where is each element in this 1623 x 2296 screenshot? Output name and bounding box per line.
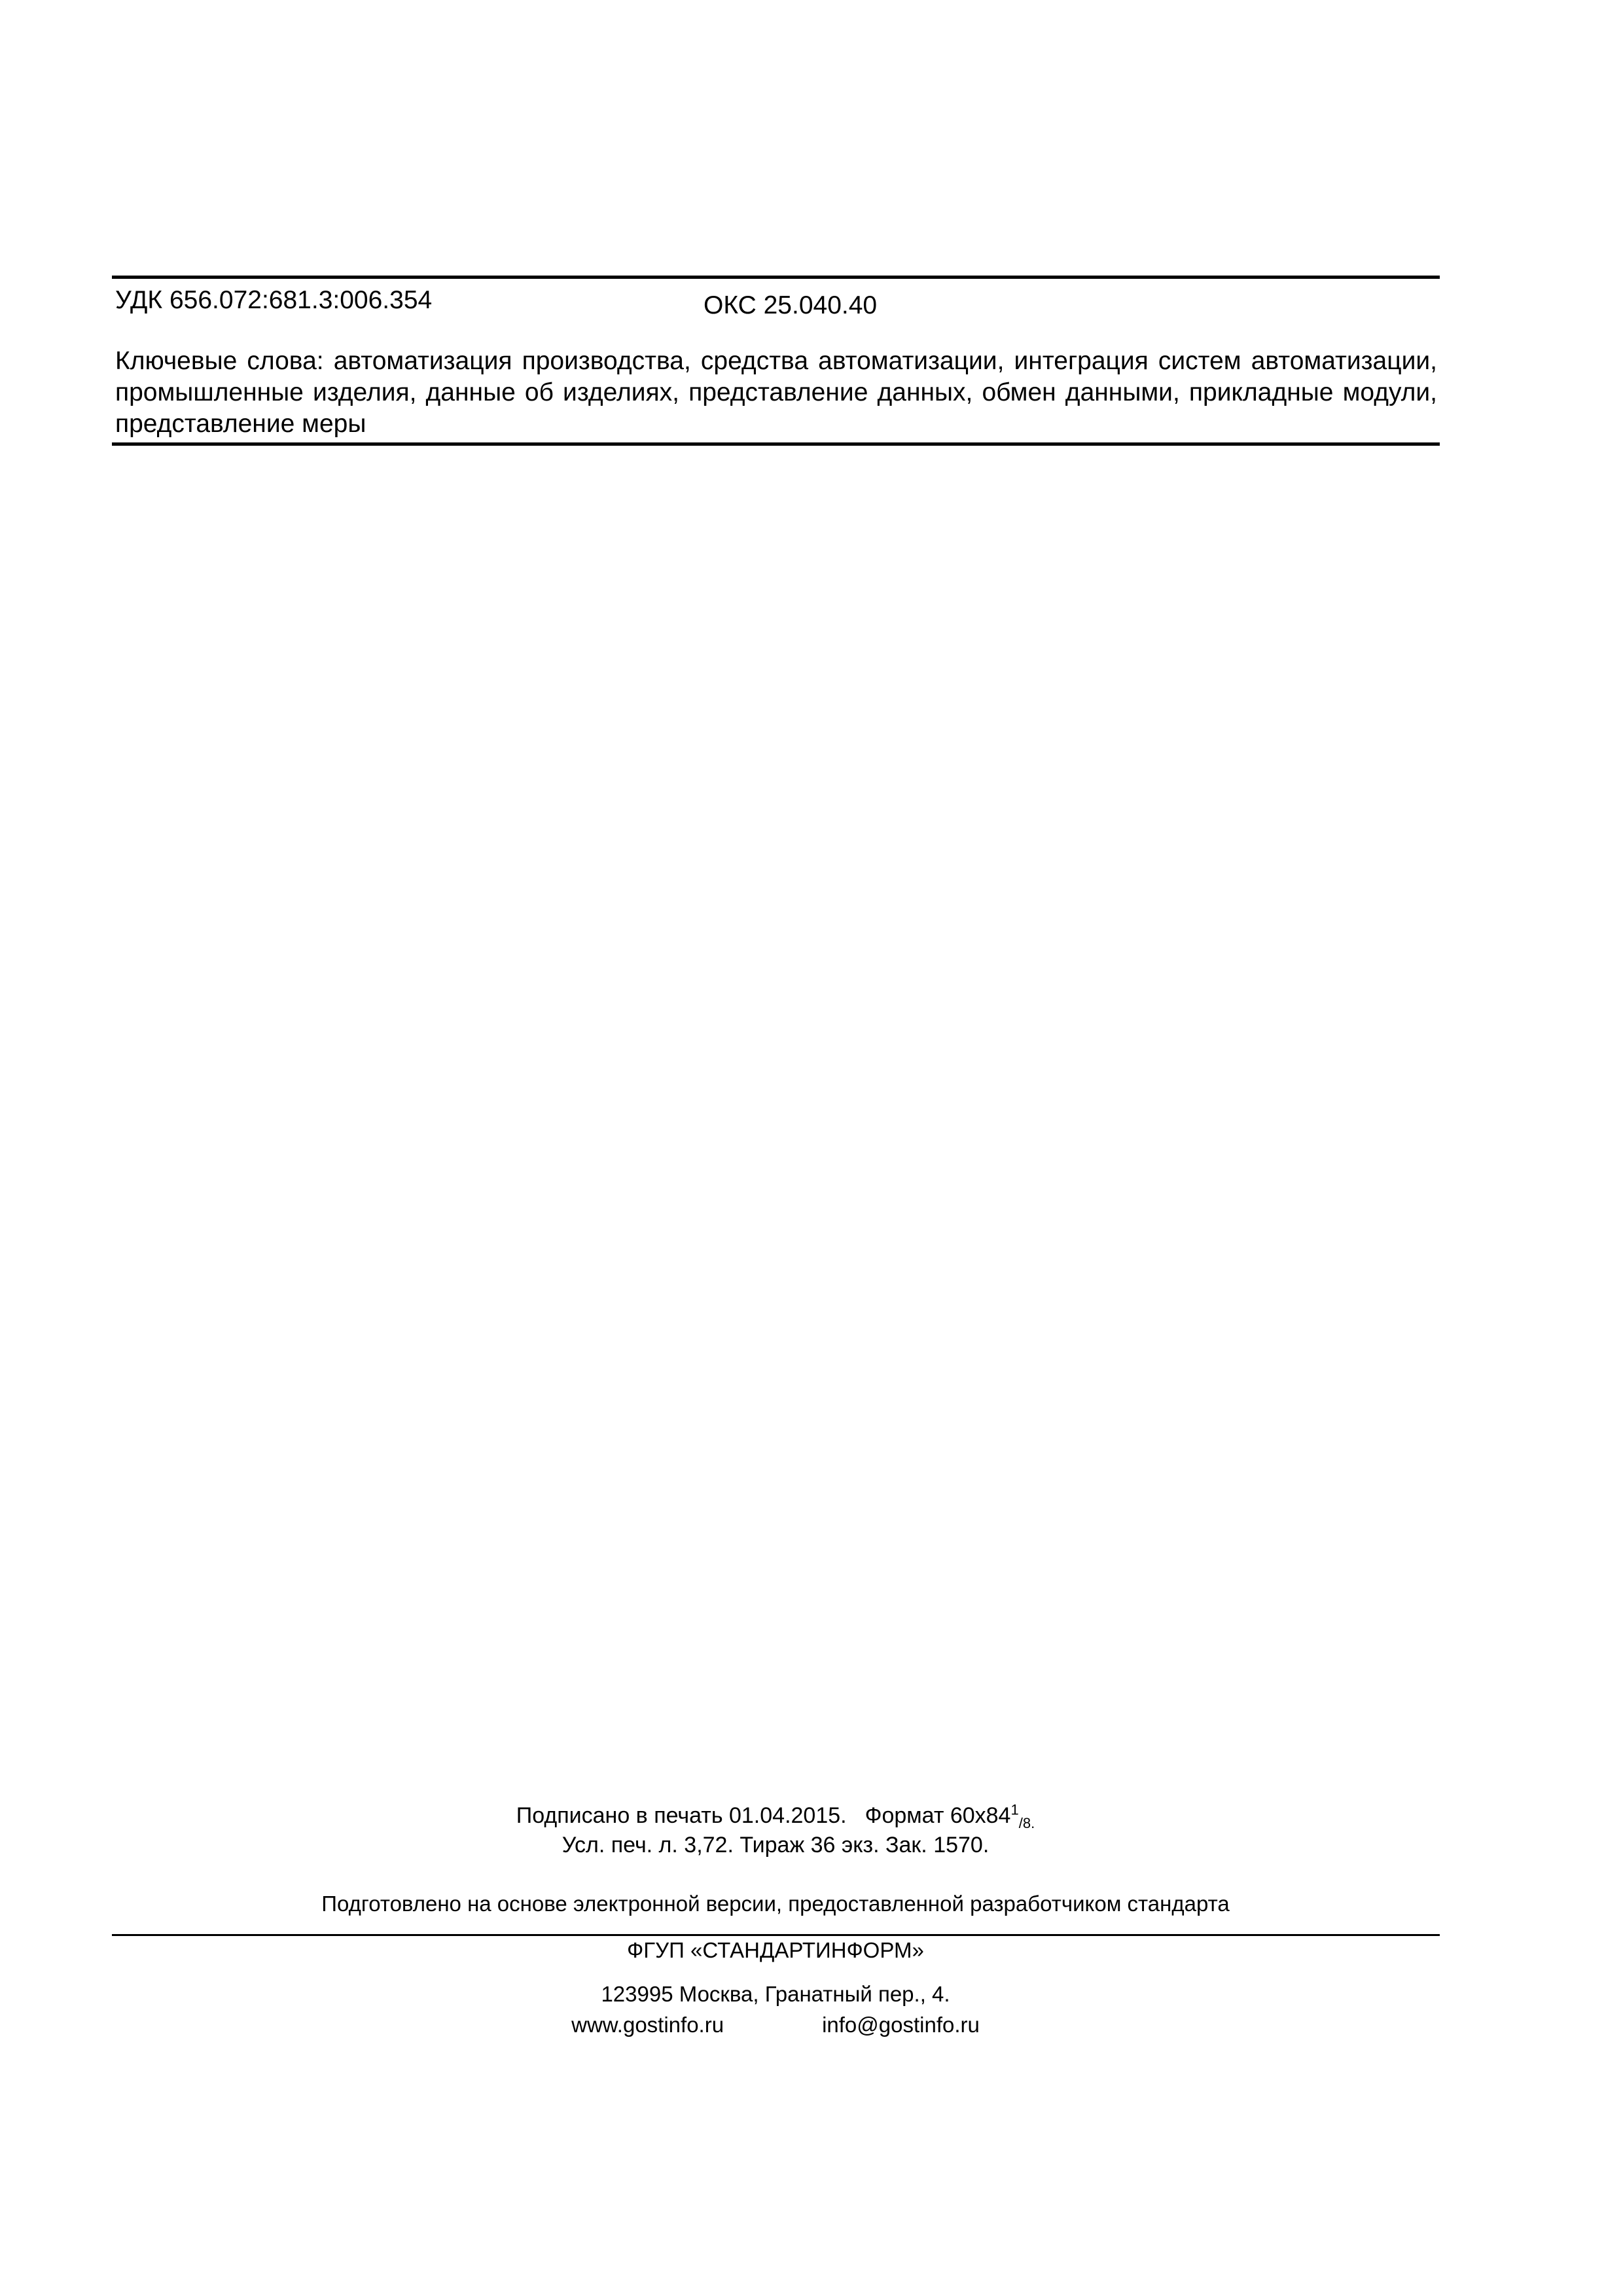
print-signed-line — [0, 1801, 1551, 1830]
keywords-paragraph: Ключевые слова: автоматизация производства, средства автоматизации, интеграция систем автоматизации, промышленные изделия, данные об изделиях, представление данных, обмен данными, прикладные модули, представление меры — [115, 347, 1437, 438]
udk-code: УДК 656.072:681.3:006.354 — [115, 286, 433, 314]
publisher-email: info@gostinfo.ru — [822, 2013, 980, 2037]
top-rule — [112, 276, 1440, 279]
publisher-website: www.gostinfo.ru — [571, 2013, 724, 2037]
keywords-bottom-rule — [112, 442, 1440, 446]
publisher-address: 123995 Москва, Гранатный пер., 4. — [601, 1982, 950, 2006]
prepared-note: Подготовлено на основе электронной версии, предоставленной разработчиком стандарта — [321, 1892, 1230, 1916]
publisher-contacts — [0, 2011, 1551, 2039]
publisher-name: ФГУП «СТАНДАРТИНФОРМ» — [627, 1938, 924, 1962]
format-subscript: /8. — [1018, 1814, 1035, 1831]
format-superscript: 1 — [1010, 1801, 1019, 1818]
format-text: Формат 60x84 — [865, 1803, 1011, 1828]
print-info-line: Усл. печ. л. 3,72. Тираж 36 экз. Зак. 1570. — [562, 1833, 990, 1857]
signed-text: Подписано в печать 01.04.2015. — [516, 1803, 847, 1828]
oks-code: ОКС 25.040.40 — [704, 291, 878, 319]
